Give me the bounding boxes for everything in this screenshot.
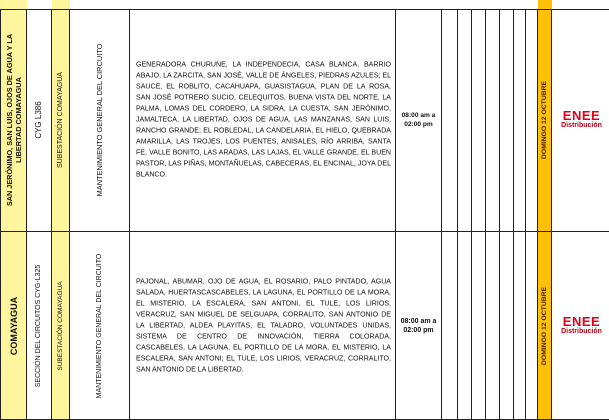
- substation-cell: [52, 232, 70, 420]
- work-label: MANTENIMIENTO GENERAL DEL CIRCUITO: [94, 43, 104, 197]
- empty-cell: [526, 9, 538, 231]
- enee-logo: [554, 316, 609, 336]
- top-strip-substation: [52, 0, 70, 9]
- work-label: MANTENIMIENTO GENERAL DEL CIRCUITO: [95, 253, 103, 399]
- empty-cell: [442, 232, 458, 420]
- zone-cell: [0, 9, 27, 231]
- enee-logo: [554, 110, 609, 130]
- empty-cell: [500, 232, 514, 420]
- empty-cell: [500, 9, 514, 231]
- logo-cell: [552, 232, 609, 420]
- empty-cell: [514, 232, 526, 420]
- row-divider: [0, 9, 609, 10]
- table-row: [0, 232, 609, 420]
- empty-cell: [486, 9, 500, 231]
- top-strip-zone: [0, 0, 27, 9]
- circuit-cell: [27, 232, 52, 420]
- description-cell: [130, 232, 396, 420]
- empty-cell: [472, 9, 486, 231]
- zone-label: COMAYAGUA: [8, 296, 19, 356]
- table-row: [0, 9, 609, 231]
- top-strip-end: [588, 0, 609, 9]
- substation-cell: [52, 9, 70, 231]
- substation-label: SUBESTACIÓN COMAYAGUA: [56, 71, 64, 169]
- day-cell: [538, 9, 552, 231]
- empty-cell: [442, 9, 458, 231]
- day-cell: [538, 232, 552, 420]
- empty-cell: [472, 232, 486, 420]
- logo-cell: [552, 9, 609, 231]
- top-strip-day: [538, 0, 552, 9]
- time-cell: [396, 9, 442, 231]
- day-label: DOMINGO 12 OCTUBRE: [540, 286, 548, 366]
- time-text: 08:00 am a 02:00 pm: [401, 112, 436, 128]
- substation-label: SUBESTACIÓN COMAYAGUA: [56, 281, 64, 371]
- enee-logo-mark: ENEE: [562, 314, 601, 329]
- enee-logo-sub: Distribución: [561, 122, 602, 129]
- zone-label: SAN JERÓNIMO, SAN LUIS, OJOS DE AGUA Y LA LIBERTAD COMAYAGUA: [4, 33, 23, 207]
- description-cell: [130, 9, 396, 231]
- circuit-label: SECCIÓN DEL CIRCUITOS CYG-L325: [34, 264, 42, 388]
- zone-cell: [0, 232, 27, 420]
- description-text: GENERADORA CHURUNE, LA INDEPENDECIA, CASA BLANCA, BARRIO ABAJO, LA ZARCITA, SAN JOSÉ, VALLE DE ÁNGELES, PIEDRAS AZULES; EL SAUCE, EL ROBLITO, CACAHUAPA, GUASISTAGUA, PLAN DE LA ROSA, SAN JOSÉ POTRERO SUCIO, CELEQUITOS, BUENA VISTA DEL NORTE, LA PALMA, LOMAS DEL CORDERO, LA SIDRA, LA CUESTA, SAN JERÓNIMO, JAMALTECA, LA LIBERTAD, OJOS DE AGUA, LAS MANZANAS, SAN LUIS, RANCHO GRANDE; EL ROBLEDAL, LA CANDELARIA, EL HIELO, QUEBRADA AMARILLA, LAS TROJES, LOS PUENTES, ANISALES, RÍO ARRIBA, SANTA FE, VALLE BONITO, LAS ARADAS, LAS LAJAS, EL VALLE GRANDE, EL BUEN PASTOR, LAS PIÑAS, MONTAÑUELAS, CABECERAS, EL ENCINAL, JOYA DEL BLANCO.: [136, 61, 391, 179]
- day-label: DOMINGO 12 OCTUBRE: [540, 80, 548, 160]
- time-text: 08:00 am a 02:00 pm: [400, 318, 437, 334]
- circuit-label: CYG L386: [33, 101, 43, 139]
- description-text: PAJONAL, ABUMAR, OJO DE AGUA, EL ROSARIO, PALO PINTADO, AGUA SALADA, HUERTASCASCABELES, LA LAGUNA, EL PORTILLO DE LA MORA, EL MISTERIO, LA ESCALERA, SAN ANTONI, EL TULE, LOS LIRIOS, VERACRUZ, SAN MIGUEL DE SELGUAPA, CORRALITO, SAN ANTONIO DE LA LIBERTAD, ALDEA PLAYITAS, EL TALADRO, VOLUNTADES UNIDAS, SISTEMA DE CENTRO DE INNOVACIÓN, TIERRA COLORADA, CASCABELES, LA LAGUNA, EL PORTILLO DE LA MORA, EL MISTERIO, LA ESCALERA, SAN ANTONI; EL TULE, LOS LIRIOS, VERACRUZ, CORRALITO, SAN ANTONIO DE LA LIBERTAD.: [136, 278, 391, 374]
- work-cell: [70, 232, 130, 420]
- circuit-cell: [27, 9, 52, 231]
- empty-cell: [486, 232, 500, 420]
- enee-logo-mark: ENEE: [562, 108, 601, 123]
- enee-logo-sub: Distribución: [561, 328, 602, 335]
- time-cell: [396, 232, 442, 420]
- empty-cell: [514, 9, 526, 231]
- empty-cell: [526, 232, 538, 420]
- work-cell: [70, 9, 130, 231]
- empty-cell: [458, 9, 472, 231]
- empty-cell: [458, 232, 472, 420]
